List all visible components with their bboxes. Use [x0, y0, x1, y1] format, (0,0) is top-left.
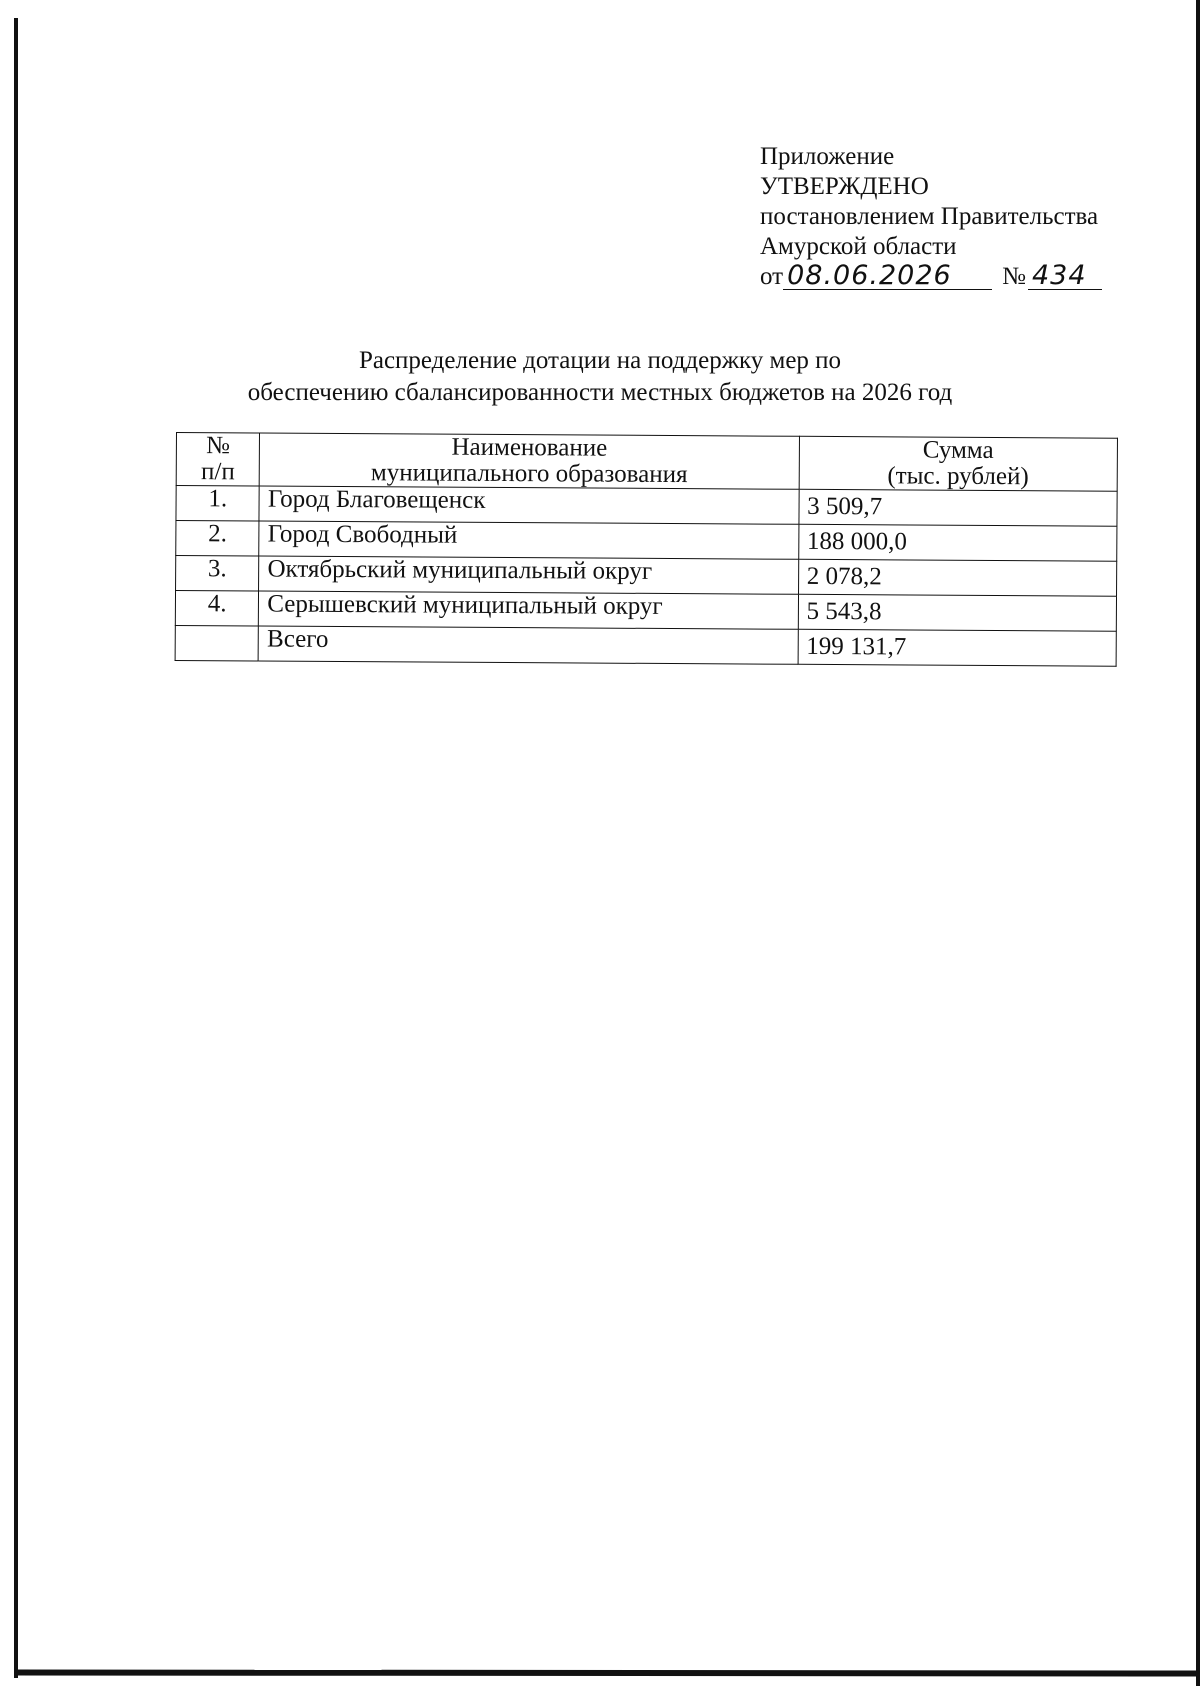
approval-approved: УТВЕРЖДЕНО	[760, 173, 929, 200]
scan-edge-right	[1196, 0, 1200, 1686]
row-sum: 188 000,0	[798, 524, 1117, 561]
date-prefix: от	[760, 263, 784, 290]
handwritten-date: 08.06.2026	[783, 263, 992, 290]
document-title	[180, 345, 1020, 409]
row-sum: 3 509,7	[799, 489, 1118, 526]
handwritten-number: 434	[1028, 263, 1102, 290]
approval-date-line	[760, 262, 1102, 292]
row-name: Октябрьский муниципальный округ	[259, 556, 798, 594]
header-sum-line2: (тыс. рублей)	[887, 462, 1029, 491]
row-name: Город Благовещенск	[259, 486, 798, 524]
number-sign: №	[1002, 263, 1026, 290]
approval-block	[760, 142, 1102, 292]
row-sum: 5 543,8	[798, 594, 1117, 631]
scan-edge-bottom	[14, 1669, 1200, 1676]
scan-edge-left	[14, 18, 18, 1678]
row-num: 4.	[175, 591, 259, 627]
row-num: 1.	[176, 486, 260, 522]
total-num	[175, 625, 259, 661]
table-total-row	[175, 625, 1116, 666]
row-name: Город Свободный	[259, 521, 798, 559]
approval-resolution: постановлением Правительства	[760, 203, 1099, 230]
row-name: Серышевский муниципальный округ	[259, 591, 798, 629]
row-num: 3.	[176, 556, 260, 592]
total-sum: 199 131,7	[798, 629, 1117, 666]
header-name	[260, 433, 800, 489]
distribution-table	[175, 432, 1118, 667]
approval-region: Амурской области	[760, 233, 957, 260]
header-num	[176, 433, 260, 487]
title-line-2: обеспечению сбалансированности местных бюджетов на 2026 год	[247, 379, 953, 406]
header-sum	[799, 436, 1118, 491]
approval-appendix: Приложение	[760, 143, 895, 170]
row-num: 2.	[176, 521, 260, 557]
header-name-line2: муниципального образования	[370, 459, 688, 489]
header-num-line1: №	[206, 432, 231, 460]
header-sum-line1: Сумма	[922, 436, 994, 464]
row-sum: 2 078,2	[798, 559, 1117, 596]
table-header-row	[176, 433, 1117, 492]
total-label: Всего	[258, 626, 797, 664]
header-num-line2: п/п	[200, 458, 235, 486]
title-line-1: Распределение дотации на поддержку мер по	[358, 347, 842, 374]
header-name-line1: Наименование	[451, 433, 608, 462]
